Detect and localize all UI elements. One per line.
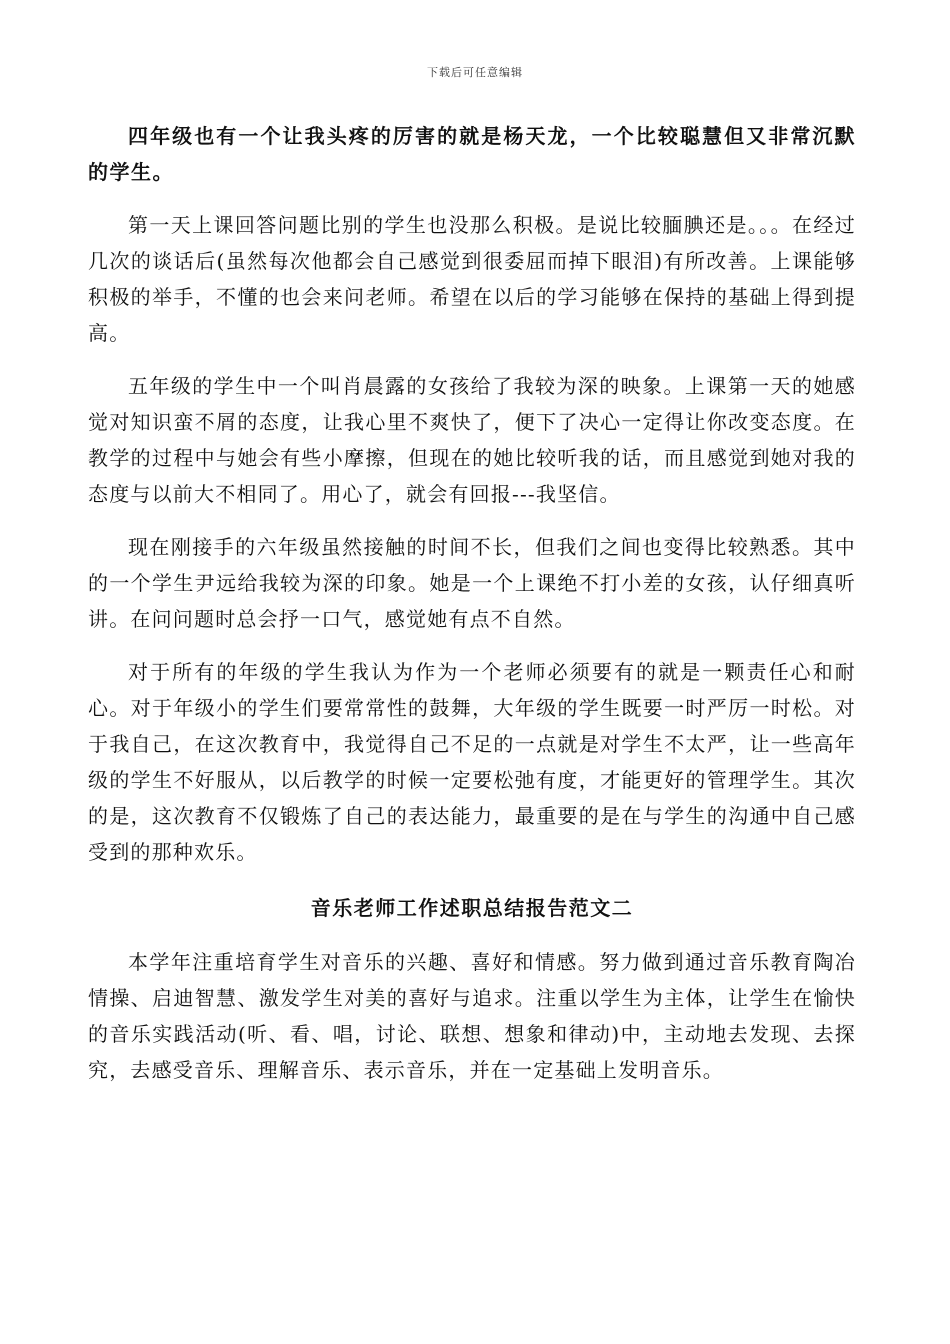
header-note: 下载后可任意编辑 [427,66,523,79]
paragraph-sixth-grade: 现在刚接手的六年级虽然接触的时间不长，但我们之间也变得比较熟悉。其中的一个学生尹远给我较为深的印象。她是一个上课绝不打小差的女孩，认仔细真听讲。在问问题时总会抒一口气，感觉她有点不自然。 [88,535,856,631]
document-body [88,118,856,1088]
paragraph-yang-tianlong: 四年级也有一个让我头疼的厉害的就是杨天龙，一个比较聪慧但又非常沉默的学生。 [88,124,856,184]
paragraph-first-day: 第一天上课回答问题比别的学生也没那么积极。是说比较腼腆还是。。。在经过几次的谈话后(虽然每次他都会自己感觉到很委屈而掉下眼泪)有所改善。上课能够积极的举手，不懂的也会来问老师。希望在以后的学习能够在保持的基础上得到提高。 [88,213,856,345]
paragraph-reflection: 对于所有的年级的学生我认为作为一个老师必须要有的就是一颗责任心和耐心。对于年级小的学生们要常常性的鼓舞，大年级的学生既要一时严厉一时松。对于我自己，在这次教育中，我觉得自己不足的一点就是对学生不太严，让一些高年级的学生不好服从，以后教学的时候一定要松弛有度，才能更好的管理学生。其次的是，这次教育不仅锻炼了自己的表达能力，最重要的是在与学生的沟通中自己感受到的那种欢乐。 [88,660,856,864]
paragraph-music-interest: 本学年注重培育学生对音乐的兴趣、喜好和情感。努力做到通过音乐教育陶冶情操、启迪智慧、激发学生对美的喜好与追求。注重以学生为主体，让学生在愉快的音乐实践活动(听、看、唱，讨论、联想、想象和律动)中，主动地去发现、去探究，去感受音乐、理解音乐、表示音乐，并在一定基础上发明音乐。 [88,950,856,1082]
section-title: 音乐老师工作述职总结报告范文二 [310,896,634,920]
paragraph-fifth-grade: 五年级的学生中一个叫肖晨露的女孩给了我较为深的映象。上课第一天的她感觉对知识蛮不屑的态度，让我心里不爽快了，便下了决心一定得让你改变态度。在教学的过程中与她会有些小摩擦，但现在的她比较听我的话，而且感觉到她对我的态度与以前大不相同了。用心了，就会有回报---我坚信。 [88,374,856,506]
